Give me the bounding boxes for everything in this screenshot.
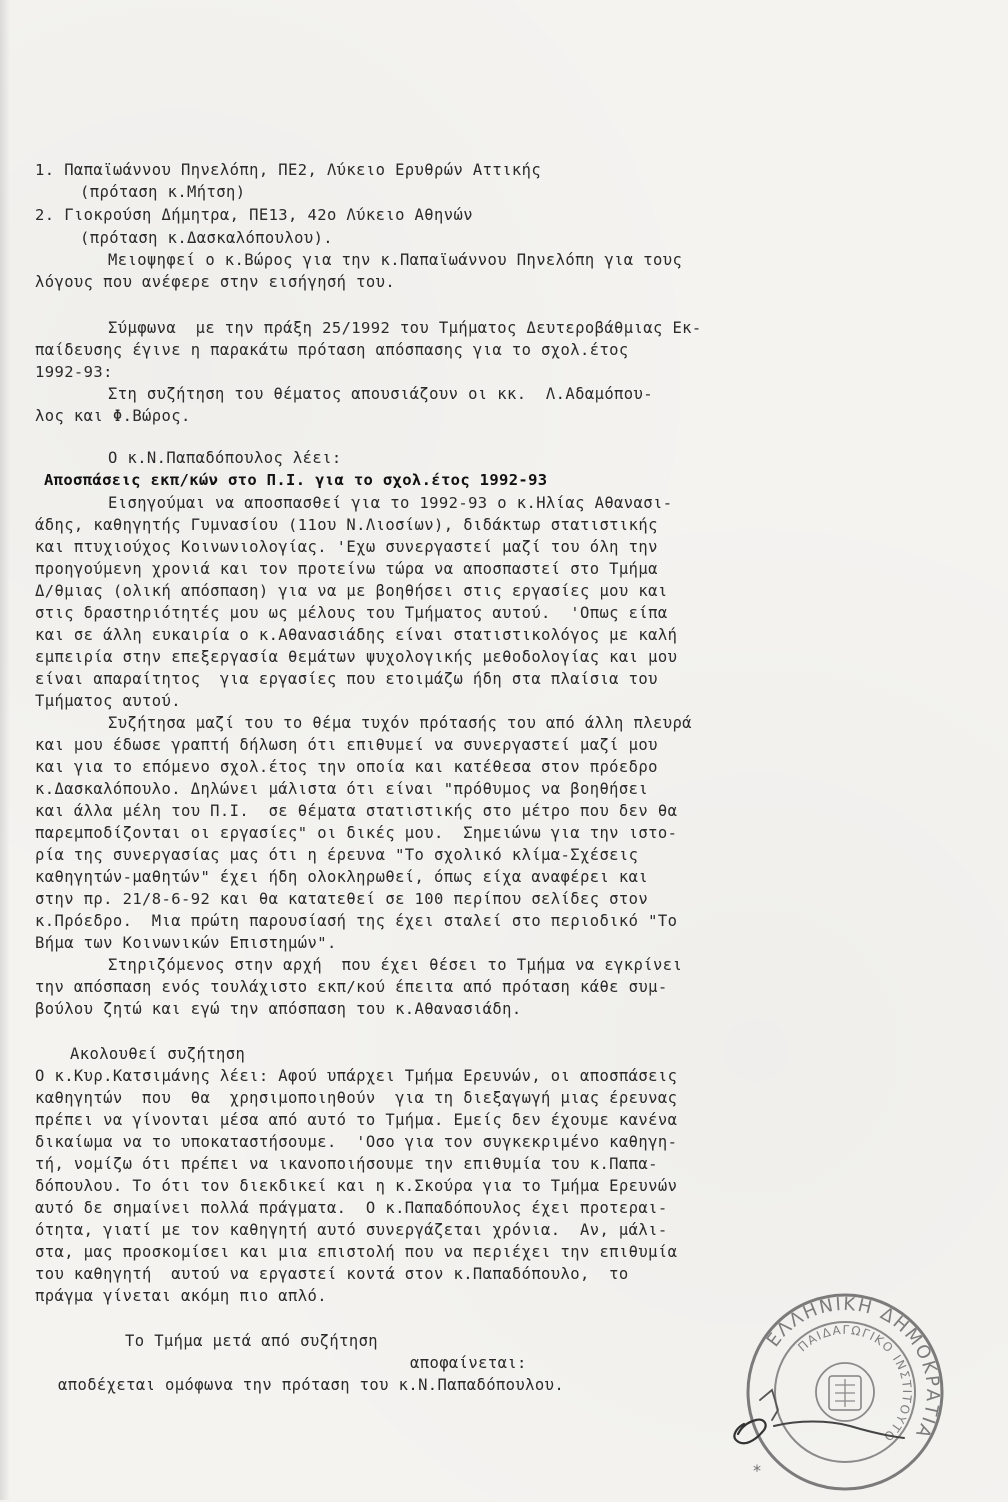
doc-line-24: και μου έδωσε γραπτή δήλωση ότι επιθυμεί να συνεργαστεί μαζί μου bbox=[35, 736, 658, 754]
doc-line-30: καθηγητών-μαθητών" έχει ήδη ολοκληρωθεί, όπως είχα αναφέρει και bbox=[35, 868, 649, 886]
scan-edge-shadow bbox=[0, 0, 10, 1500]
doc-line-34: Στηριζόμενος στην αρχή που έχει θέσει το Τμήμα να εγκρίνει bbox=[108, 956, 683, 974]
doc-line-33: Βήμα των Κοινωνικών Επιστημών". bbox=[35, 934, 337, 952]
doc-line-37: Ακολουθεί συζήτηση bbox=[70, 1045, 246, 1063]
doc-line-19: και σε άλλη ευκαιρία ο κ.Αθανασιάδης είναι στατιστικολόγος με καλή bbox=[35, 626, 678, 644]
doc-line-38: Ο κ.Κυρ.Κατσιμάνης λέει: Αφού υπάρχει Τμήμα Ερευνών, οι αποσπάσεις bbox=[35, 1067, 678, 1085]
doc-line-44: αυτό δε σημαίνει πολλά πράγματα. Ο κ.Παπαδόπουλος έχει προτεραι- bbox=[35, 1199, 668, 1217]
doc-line-28: παρεμποδίζονται οι εργασίες" οι δικές μου. Σημειώνω για την ιστο- bbox=[35, 824, 678, 842]
doc-line-2: (πρόταση κ.Μήτση) bbox=[80, 183, 246, 201]
doc-line-3: 2. Γιοκρούση Δήμητρα, ΠΕ13, 42ο Λύκειο Αθηνών bbox=[35, 206, 473, 224]
doc-line-26: κ.Δασκαλόπουλο. Δηλώνει μάλιστα ότι είναι "πρόθυμος να βοηθήσει bbox=[35, 780, 649, 798]
doc-line-11: λος και Φ.Βώρος. bbox=[35, 407, 191, 425]
doc-line-32: κ.Πρόεδρο. Μια πρώτη παρουσίασή της έχει σταλεί στο περιοδικό "Το bbox=[35, 912, 678, 930]
seal-inner-text: ΠΑΙΔΑΓΩΓΙΚΟ ΙΝΣΤΙΤΟΥΤΟ bbox=[795, 1322, 915, 1445]
doc-line-29: ρία της συνεργασίας μας ότι η έρευνα "Το σχολικό κλίμα-Σχέσεις bbox=[35, 846, 639, 864]
doc-line-10: Στη συζήτηση του θέματος απουσιάζουν οι κκ. Λ.Αδαμόπου- bbox=[108, 385, 653, 403]
doc-line-8: παίδευσης έγινε η παρακάτω πρόταση απόσπασης για το σχολ.έτος bbox=[35, 341, 629, 359]
doc-line-7: Σύμφωνα με την πράξη 25/1992 του Τμήματος Δευτεροβάθμιας Εκ- bbox=[108, 319, 702, 337]
doc-line-21: είναι απαραίτητος για εργασίες που ετοιμάζω ήδη στα πλαίσια του bbox=[35, 670, 658, 688]
doc-line-51: αποδέχεται ομόφωνα την πρόταση του κ.Ν.Παπαδόπουλου. bbox=[58, 1376, 565, 1394]
doc-line-31: στην πρ. 21/8-6-92 και θα κατατεθεί σε 100 περίπου σελίδες στον bbox=[35, 890, 649, 908]
doc-line-12: Ο κ.Ν.Παπαδόπουλος λέει: bbox=[108, 449, 342, 467]
doc-line-13: Εισηγούμαι να αποσπασθεί για το 1992-93 ο κ.Ηλίας Αθανασι- bbox=[108, 494, 673, 512]
doc-line-36: βούλου ζητώ και εγώ την απόσπαση του κ.Αθανασιάδη. bbox=[35, 1000, 522, 1018]
doc-line-27: και άλλα μέλη του Π.Ι. σε θέματα στατιστικής στο μέτρο που δεν θα bbox=[35, 802, 678, 820]
doc-line-43: δόπουλου. Το ότι τον διεκδικεί και η κ.Σκούρα για το Τμήμα Ερευνών bbox=[35, 1177, 678, 1195]
doc-line-42: τή, νομίζω ότι πρέπει να ικανοποιήσουμε την επιθυμία του κ.Παπα- bbox=[35, 1155, 658, 1173]
seal-outer-text: ΕΛΛΗΝΙΚΗ ΔΗΜΟΚΡΑΤΙΑ bbox=[762, 1293, 944, 1443]
doc-line-16: προηγούμενη χρονιά και τον προτείνω τώρα να αποσπαστεί στο Τμήμα bbox=[35, 560, 658, 578]
doc-line-22: Τμήματος αυτού. bbox=[35, 692, 181, 710]
doc-line-23: Συζήτησα μαζί του το θέμα τυχόν πρότασής του από άλλη πλευρά bbox=[108, 714, 692, 732]
doc-line-9: 1992-93: bbox=[35, 363, 113, 381]
doc-line-4: (πρόταση κ.Δασκαλόπουλου). bbox=[80, 229, 334, 247]
doc-line-47: του καθηγητή αυτού να εργαστεί κοντά στον κ.Παπαδόπουλο, το bbox=[35, 1265, 629, 1283]
doc-line-5: Μειοψηφεί ο κ.Βώρος για την κ.Παπαϊωάννου Πηνελόπη για τους bbox=[108, 251, 683, 269]
doc-line-25: και για το επόμενο σχολ.έτος την οποία και κατέθεσα στον πρόεδρο bbox=[35, 758, 658, 776]
doc-line-45: ότητα, γιατί με τον καθηγητή αυτό συνεργάζεται χρόνια. Αν, μάλι- bbox=[35, 1221, 668, 1239]
doc-line-46: στα, μας προσκομίσει και μια επιστολή που να περιέχει την επιθυμία bbox=[35, 1243, 678, 1261]
doc-line-1: 1. Παπαϊωάννου Πηνελόπη, ΠΕ2, Λύκειο Ερυθρών Αττικής bbox=[35, 161, 542, 179]
doc-line-6: λόγους που ανέφερε στην εισήγησή του. bbox=[35, 273, 396, 291]
doc-line-40: πρέπει να γίνονται μέσα από αυτό το Τμήμα. Εμείς δεν έχουμε κανένα bbox=[35, 1111, 678, 1129]
doc-line-50: αποφαίνεται: bbox=[410, 1354, 527, 1372]
doc-line-18: στις δραστηριότητές μου ως μέλους του Τμήματος αυτού. 'Οπως είπα bbox=[35, 604, 668, 622]
doc-line-41: δικαίωμα να το υποκαταστήσουμε. 'Οσο για τον συγκεκριμένο καθηγη- bbox=[35, 1133, 678, 1151]
doc-line-15: και πτυχιούχος Κοινωνιολογίας. 'Εχω συνεργαστεί μαζί του όλη την bbox=[35, 538, 658, 556]
section-heading: Αποσπάσεις εκπ/κών στο Π.Ι. για το σχολ.έτος 1992-93 bbox=[44, 471, 548, 489]
doc-line-48: πράγμα γίνεται ακόμη πιο απλό. bbox=[35, 1287, 327, 1305]
signature-icon bbox=[720, 1380, 980, 1470]
doc-line-39: καθηγητών που θα χρησιμοποιηθούν για τη διεξαγωγή μιας έρευνας bbox=[35, 1089, 678, 1107]
doc-line-20: εμπειρία στην επεξεργασία θεμάτων ψυχολογικής μεθοδολογίας και μου bbox=[35, 648, 678, 666]
doc-line-14: άδης, καθηγητής Γυμνασίου (11ου Ν.Λιοσίων), διδάκτωρ στατιστικής bbox=[35, 516, 658, 534]
svg-text:*: * bbox=[753, 1461, 761, 1480]
doc-line-35: την απόσπαση ενός τουλάχιστο εκπ/κού έπειτα από πρόταση κάθε συμ- bbox=[35, 978, 668, 996]
doc-line-17: Δ/θμιας (ολική απόσπαση) για να με βοηθήσει στις εργασίες μου και bbox=[35, 582, 668, 600]
doc-line-49: Το Τμήμα μετά από συζήτηση bbox=[125, 1332, 379, 1350]
